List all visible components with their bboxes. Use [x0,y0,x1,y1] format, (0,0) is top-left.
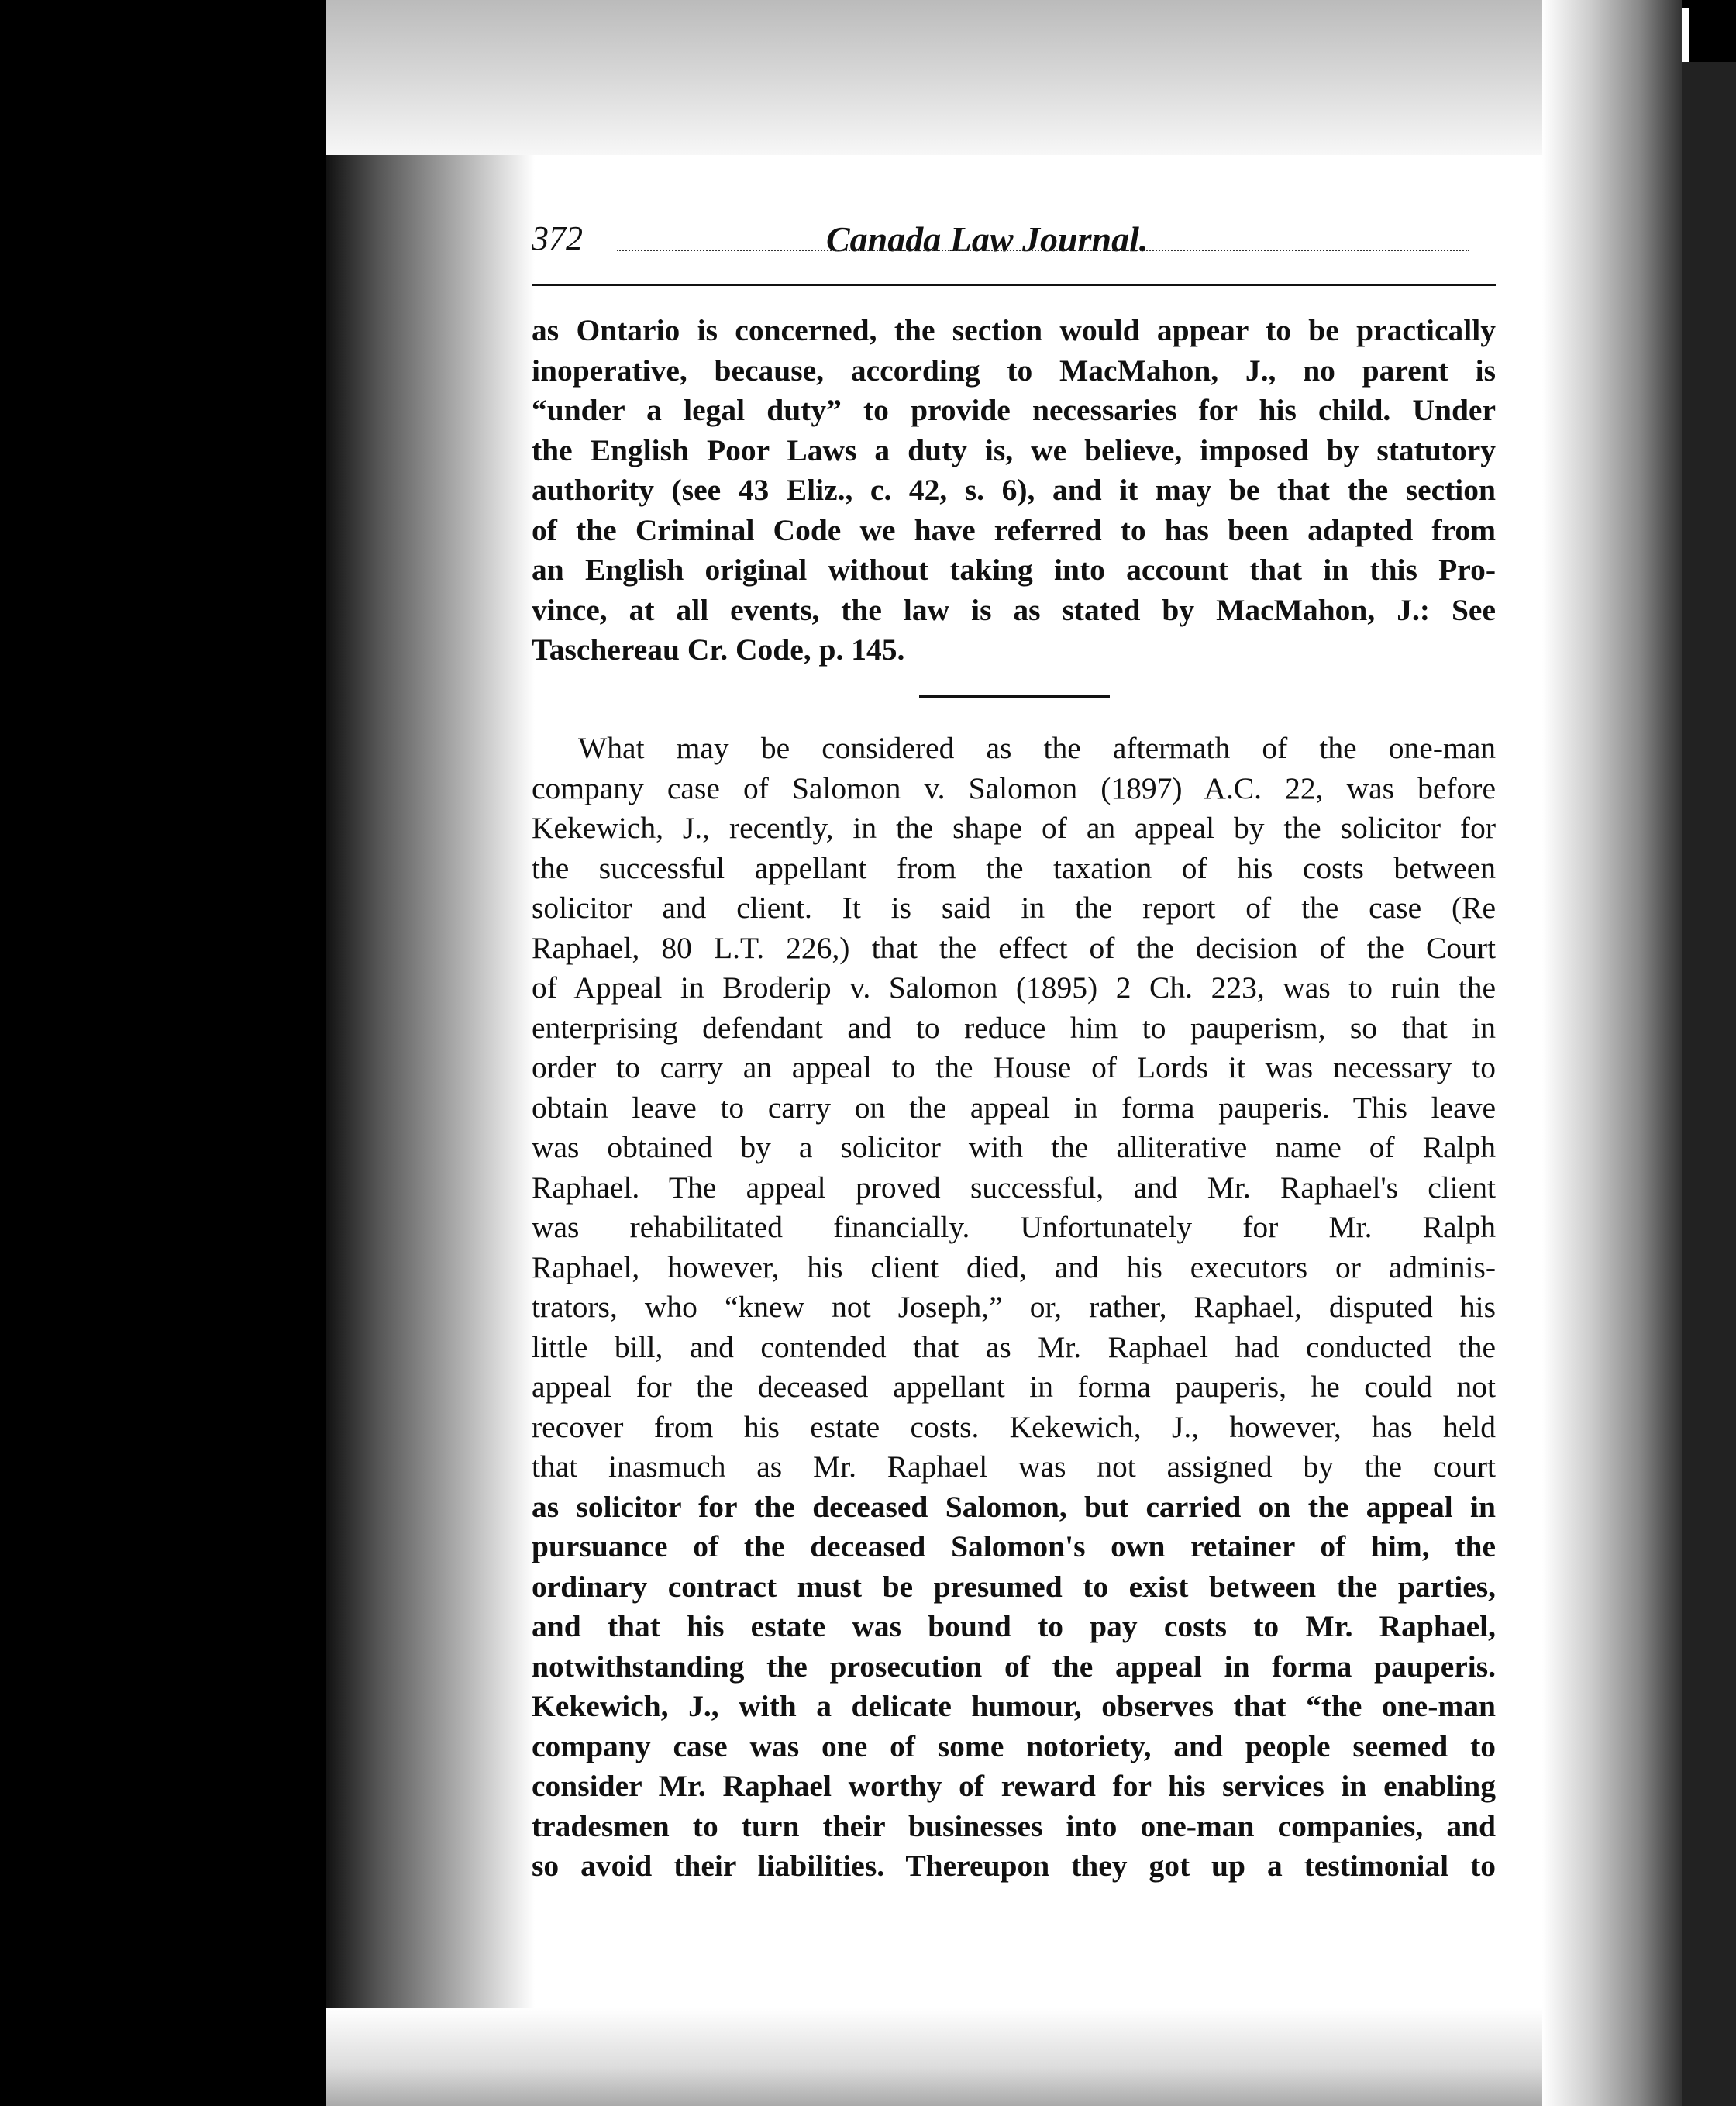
text-line: was rehabilitated financially. Unfortunately for Mr. Ralph [532,1210,1496,1244]
text-line: Kekewich, J., with a delicate humour, observes that “the one-man [532,1689,1496,1723]
header-dotted-leader [617,250,1469,251]
text-line: “under a legal duty” to provide necessaries for his child. Under [532,393,1496,427]
text-line: notwithstanding the prosecution of the appeal in forma pauperis. [532,1649,1496,1684]
text-line: What may be considered as the aftermath of the one-man [578,731,1496,765]
text-line: as Ontario is concerned, the section would appear to be practically [532,313,1496,347]
scan-bottom-noise [326,2008,1566,2106]
page-edge-right [1682,62,1736,2106]
text-line: that inasmuch as Mr. Raphael was not assigned by the court [532,1449,1496,1484]
scan-top-noise [326,0,1566,155]
text-line: Taschereau Cr. Code, p. 145. [532,632,905,667]
text-line: was obtained by a solicitor with the alliterative name of Ralph [532,1130,1496,1164]
text-line: inoperative, because, according to MacMahon, J., no parent is [532,353,1496,388]
text-line: an English original without taking into account that in this Pro- [532,553,1496,587]
text-line: company case was one of some notoriety, and people seemed to [532,1729,1496,1763]
text-line: Raphael, 80 L.T. 226,) that the effect of the decision of the Court [532,930,1496,965]
running-title: Canada Law Journal. [826,219,1149,259]
binding-shadow-left [326,0,535,2106]
text-line: obtain leave to carry on the appeal in forma pauperis. This leave [532,1090,1496,1125]
text-line: ordinary contract must be presumed to exist between the parties, [532,1569,1496,1604]
text-line: authority (see 43 Eliz., c. 42, s. 6), and it may be that the section [532,473,1496,507]
running-header [532,219,1496,265]
text-line: Kekewich, J., recently, in the shape of an appeal by the solicitor for [532,811,1496,845]
section-separator-rule [919,695,1110,698]
header-rule [532,284,1496,286]
text-line: enterprising defendant and to reduce him to pauperism, so that in [532,1010,1496,1045]
text-line: Raphael. The appeal proved successful, and Mr. Raphael's client [532,1170,1496,1205]
text-line: trators, who “knew not Joseph,” or, rather, Raphael, disputed his [532,1290,1496,1324]
text-line: consider Mr. Raphael worthy of reward for his services in enabling [532,1769,1496,1803]
text-line: tradesmen to turn their businesses into one-man companies, and [532,1808,1496,1843]
text-line: pursuance of the deceased Salomon's own retainer of him, the [532,1529,1496,1563]
paragraph-ontario-duty [532,311,1496,670]
text-line: vince, at all events, the law is as stated by MacMahon, J.: See [532,592,1496,627]
text-line: little bill, and contended that as Mr. Raphael had conducted the [532,1329,1496,1364]
text-line: company case of Salomon v. Salomon (1897) A.C. 22, was before [532,770,1496,805]
text-line: recover from his estate costs. Kekewich, J., however, has held [532,1409,1496,1444]
text-line: order to carry an appeal to the House of Lords it was necessary to [532,1050,1496,1084]
text-line: the English Poor Laws a duty is, we believe, imposed by statutory [532,433,1496,467]
text-line: so avoid their liabilities. Thereupon they got up a testimonial to [532,1849,1496,1883]
page-edge-shadow-right [1542,0,1682,2106]
text-line: and that his estate was bound to pay costs to Mr. Raphael, [532,1609,1496,1643]
text-line: Raphael, however, his client died, and his executors or adminis- [532,1249,1496,1284]
text-line: appeal for the deceased appellant in forma pauperis, he could not [532,1370,1496,1404]
text-line: the successful appellant from the taxation of his costs between [532,850,1496,885]
paragraph-salomon-raphael [532,729,1496,1887]
text-line: solicitor and client. It is said in the report of the case (Re [532,891,1496,925]
page-number: 372 [532,219,583,257]
text-line: of Appeal in Broderip v. Salomon (1895) 2 Ch. 223, was to ruin the [532,970,1496,1005]
text-line: of the Criminal Code we have referred to has been adapted from [532,512,1496,547]
text-line: as solicitor for the deceased Salomon, but carried on the appeal in [532,1489,1496,1524]
